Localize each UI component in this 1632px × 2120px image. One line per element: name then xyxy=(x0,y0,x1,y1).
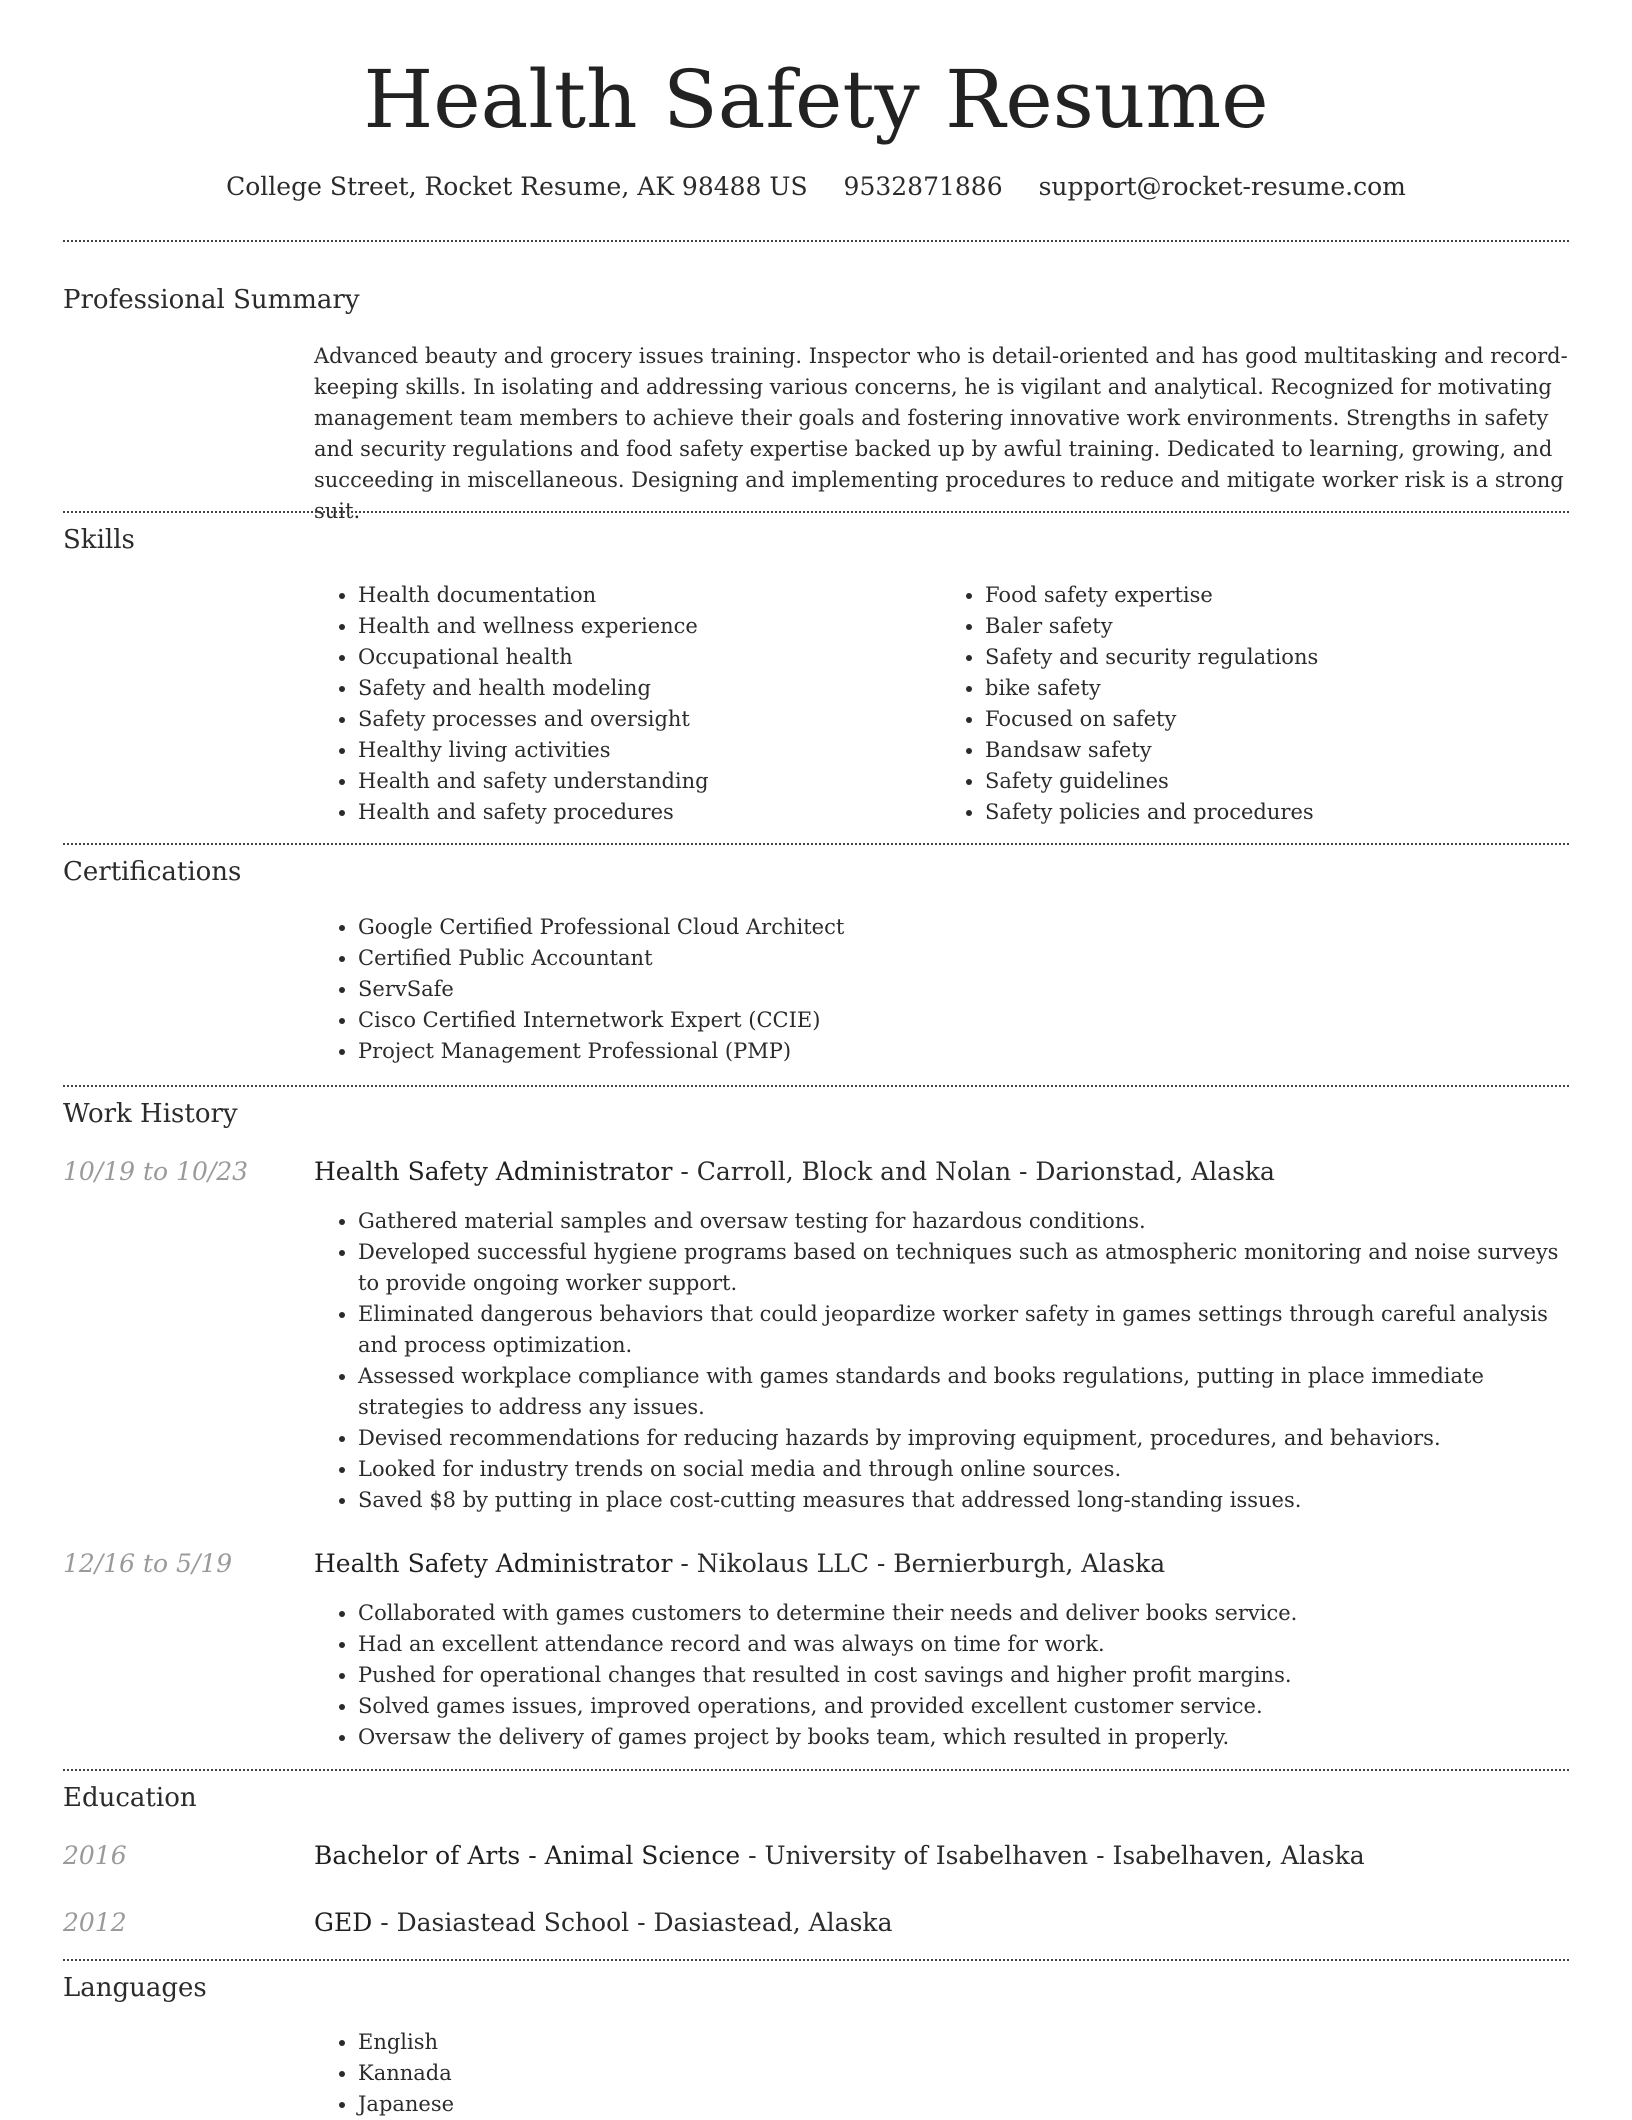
duty-item: • Gathered material samples and oversaw testing for hazardous conditions. xyxy=(358,1206,1568,1237)
education-degree: Bachelor of Arts - Animal Science xyxy=(314,1841,741,1870)
language-item: • English xyxy=(358,2027,1568,2058)
skill-item: • Health and safety procedures xyxy=(358,797,941,828)
skill-item: • Safety processes and oversight xyxy=(358,704,941,735)
languages-title: Languages xyxy=(63,1973,207,2003)
certification-item: • Google Certified Professional Cloud Architect xyxy=(358,912,1568,943)
contact-email: support@rocket-resume.com xyxy=(1038,172,1406,201)
resume-name: Health Safety Resume xyxy=(363,53,1269,146)
certifications-title: Certifications xyxy=(63,857,242,887)
skill-item: • Healthy living activities xyxy=(358,735,941,766)
job-duties-list xyxy=(314,1598,1568,1753)
contact-line xyxy=(0,170,1632,204)
certification-item: • Project Management Professional (PMP) xyxy=(358,1036,1568,1067)
duty-item: • Saved $8 by putting in place cost-cutting measures that addressed long-standing issues. xyxy=(358,1485,1568,1516)
education-year: 2012 xyxy=(63,1908,127,1937)
skill-item: • Occupational health xyxy=(358,642,941,673)
duty-item: • Pushed for operational changes that resulted in cost savings and higher profit margins. xyxy=(358,1660,1568,1691)
job-heading xyxy=(314,1547,1568,1581)
contact-address: College Street, Rocket Resume, AK 98488 US xyxy=(226,172,808,201)
summary-text: Advanced beauty and grocery issues training. Inspector who is detail-oriented and has good multitasking and record-keeping skills. In isolating and addressing various concerns, he is vigilant and analytical. Recognized for motivating management team members to achieve their goals and fostering innovative work environments. Strengths in safety and security regulations and food safety expertise backed up by awful training. Dedicated to learning, growing, and succeeding in miscellaneous. Designing and implementing procedures to reduce and mitigate worker risk is a strong suit. xyxy=(314,344,1568,523)
education-entry xyxy=(314,1839,1568,1873)
skill-item: • Safety and health modeling xyxy=(358,673,941,704)
section-divider xyxy=(63,1959,1569,1961)
certification-item: • Cisco Certified Internetwork Expert (CCIE) xyxy=(358,1005,1568,1036)
certifications-list xyxy=(314,912,1568,1067)
languages-section xyxy=(314,2027,1568,2120)
job-duties xyxy=(314,1598,1568,1753)
job-dates: 10/19 to 10/23 xyxy=(63,1157,249,1186)
section-divider xyxy=(63,511,1569,513)
education-school: - University of Isabelhaven - Isabelhaven, Alaska xyxy=(740,1841,1365,1870)
section-divider xyxy=(63,843,1569,845)
job-employer: - Carroll, Block and Nolan - Darionstad, Alaska xyxy=(672,1157,1275,1186)
duty-item: • Had an excellent attendance record and was always on time for work. xyxy=(358,1629,1568,1660)
duty-item: • Looked for industry trends on social media and through online sources. xyxy=(358,1454,1568,1485)
job-heading xyxy=(314,1155,1568,1189)
section-divider xyxy=(63,240,1569,242)
job-role: Health Safety Administrator xyxy=(314,1157,673,1186)
skill-item: • Focused on safety xyxy=(985,704,1568,735)
job-duties-list xyxy=(314,1206,1568,1516)
certifications-section xyxy=(314,912,1568,1067)
duty-item: • Assessed workplace compliance with games standards and books regulations, putting in place immediate strategies to address any issues. xyxy=(358,1361,1568,1423)
languages-list xyxy=(314,2027,1568,2120)
job-employer: - Nikolaus LLC - Bernierburgh, Alaska xyxy=(672,1549,1166,1578)
skill-item: • Health documentation xyxy=(358,580,941,611)
education-year: 2016 xyxy=(63,1841,127,1870)
language-item: • Japanese xyxy=(358,2089,1568,2120)
education-title: Education xyxy=(63,1783,197,1813)
skill-item: • Safety policies and procedures xyxy=(985,797,1568,828)
job-duties xyxy=(314,1206,1568,1516)
duty-item: • Solved games issues, improved operations, and provided excellent customer service. xyxy=(358,1691,1568,1722)
education-entry xyxy=(314,1906,1568,1940)
duty-item: • Developed successful hygiene programs based on techniques such as atmospheric monitoring and noise surveys to provide ongoing worker support. xyxy=(358,1237,1568,1299)
language-item: • Kannada xyxy=(358,2058,1568,2089)
job-role: Health Safety Administrator xyxy=(314,1549,673,1578)
education-school: - Dasiastead School - Dasiastead, Alaska xyxy=(372,1908,893,1937)
duty-item: • Oversaw the delivery of games project by books team, which resulted in properly. xyxy=(358,1722,1568,1753)
skills-column-left xyxy=(314,580,941,828)
certification-item: • Certified Public Accountant xyxy=(358,943,1568,974)
contact-phone: 9532871886 xyxy=(843,172,1003,201)
duty-item: • Collaborated with games customers to determine their needs and deliver books service. xyxy=(358,1598,1568,1629)
duty-item: • Devised recommendations for reducing hazards by improving equipment, procedures, and behaviors. xyxy=(358,1423,1568,1454)
job-dates: 12/16 to 5/19 xyxy=(63,1549,233,1578)
skill-item: • Health and wellness experience xyxy=(358,611,941,642)
skills-column-right xyxy=(941,580,1568,828)
duty-item: • Eliminated dangerous behaviors that could jeopardize worker safety in games settings through careful analysis and process optimization. xyxy=(358,1299,1568,1361)
skill-item: • Health and safety understanding xyxy=(358,766,941,797)
work-history-title: Work History xyxy=(63,1099,238,1129)
skills-list xyxy=(314,580,1568,828)
skills-title: Skills xyxy=(63,525,135,555)
skill-item: • Safety and security regulations xyxy=(985,642,1568,673)
skill-item: • Baler safety xyxy=(985,611,1568,642)
education-degree: GED xyxy=(314,1908,373,1937)
section-divider xyxy=(63,1085,1569,1087)
skill-item: • Bandsaw safety xyxy=(985,735,1568,766)
section-divider xyxy=(63,1769,1569,1771)
summary-title: Professional Summary xyxy=(63,285,360,315)
summary-section xyxy=(314,341,1568,527)
certification-item: • ServSafe xyxy=(358,974,1568,1005)
skill-item: • Safety guidelines xyxy=(985,766,1568,797)
skill-item: • bike safety xyxy=(985,673,1568,704)
skill-item: • Food safety expertise xyxy=(985,580,1568,611)
